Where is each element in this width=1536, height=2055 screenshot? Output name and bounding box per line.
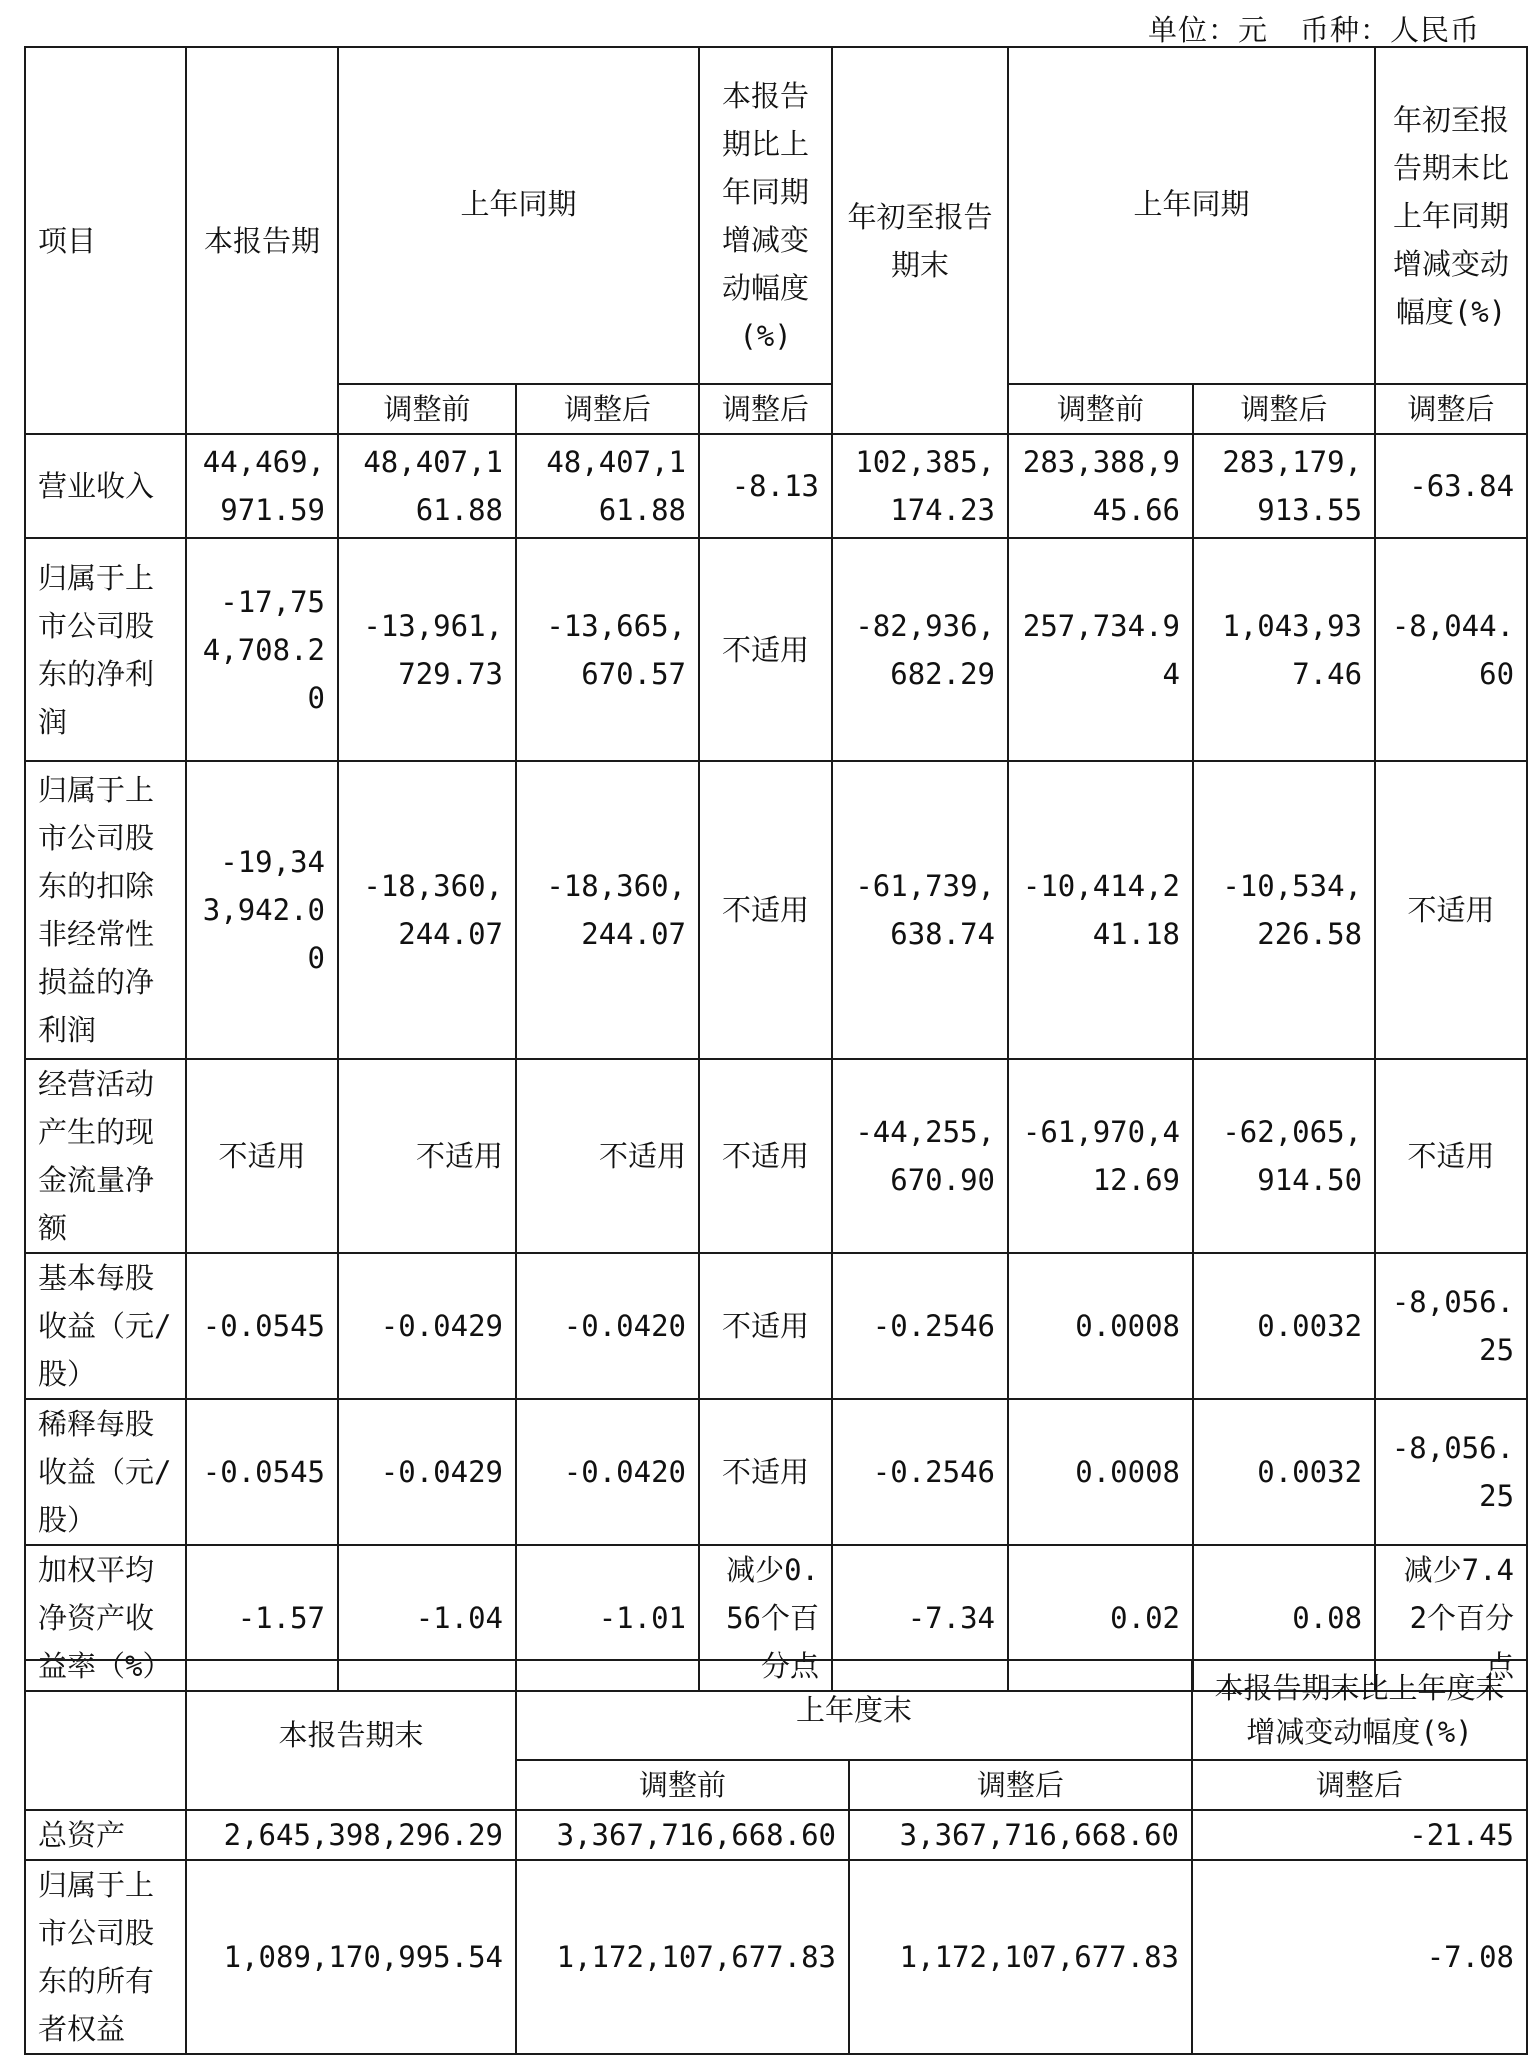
subheader-ytd-change-after-adj: 调整后 [1375,384,1527,434]
cell-ly-ytd-after: 1,043,937.46 [1193,538,1375,761]
cell-ytd: -0.2546 [832,1253,1008,1399]
table-row [25,1253,1527,1399]
cell-change: -21.45 [1192,1810,1527,1860]
financial-data-table [24,46,1528,1692]
cell-ly-before: -0.0429 [338,1399,516,1545]
cell-change: 减少0.56个百分点 [699,1545,832,1691]
bottom-subheader-after-adj: 调整后 [849,1760,1192,1810]
cell-ly-before: -1.04 [338,1545,516,1691]
unit-currency-line [1148,8,1480,49]
cell-period-end: 1,089,170,995.54 [186,1860,516,2054]
header-item: 项目 [25,47,186,434]
cell-current: -0.0545 [186,1253,338,1399]
cell-ytd: -0.2546 [832,1399,1008,1545]
row-label: 营业收入 [25,434,186,538]
cell-ly-ytd-before: 257,734.94 [1008,538,1193,761]
subheader-after-adj: 调整后 [516,384,699,434]
cell-ytd-change: -63.84 [1375,434,1527,538]
cell-ly-before: -13,961,729.73 [338,538,516,761]
cell-current: -0.0545 [186,1399,338,1545]
cell-ytd-change: 不适用 [1375,761,1527,1059]
subheader-change-after-adj: 调整后 [699,384,832,434]
cell-ytd: 102,385,174.23 [832,434,1008,538]
cell-ly-after: -1.01 [516,1545,699,1691]
currency-label: 币种：人民币 [1299,13,1480,47]
bottom-header-blank [25,1660,186,1810]
header-ytd: 年初至报告期末 [832,47,1008,434]
cell-ytd-change: 不适用 [1375,1059,1527,1253]
subheader-before-adj: 调整前 [338,384,516,434]
subheader-ytd-after-adj: 调整后 [1193,384,1375,434]
cell-ytd-change: -8,044.60 [1375,538,1527,761]
bottom-header-period-end: 本报告期末 [186,1660,516,1810]
row-label: 归属于上市公司股东的扣除非经常性损益的净利润 [25,761,186,1059]
unit-label: 单位：元 [1147,13,1268,47]
table-row [25,1059,1527,1253]
table-row [25,761,1527,1059]
table-row [25,1399,1527,1545]
cell-ly-after: -18,360,244.07 [516,761,699,1059]
cell-ytd-change: 减少7.42个百分点 [1375,1545,1527,1691]
cell-ly-ytd-before: 283,388,945.66 [1008,434,1193,538]
cell-current: 44,469,971.59 [186,434,338,538]
cell-ly-after: -0.0420 [516,1253,699,1399]
cell-change: 不适用 [699,1059,832,1253]
row-label: 加权平均净资产收益率（%） [25,1545,186,1691]
cell-ly-before: 1,172,107,677.83 [516,1860,849,2054]
row-label: 经营活动产生的现金流量净额 [25,1059,186,1253]
cell-ly-ytd-after: 283,179,913.55 [1193,434,1375,538]
cell-ytd: -82,936,682.29 [832,538,1008,761]
cell-current: -1.57 [186,1545,338,1691]
bottom-header-last-year-end: 上年度末 [516,1660,1192,1760]
cell-change: 不适用 [699,538,832,761]
header-change-pct: 本报告期比上年同期增减变动幅度(%) [699,47,832,384]
row-label: 归属于上市公司股东的所有者权益 [25,1860,186,2054]
header-same-period-last-year-2: 上年同期 [1008,47,1375,384]
cell-ly-before: 48,407,161.88 [338,434,516,538]
row-label: 稀释每股收益（元/股） [25,1399,186,1545]
cell-ly-ytd-after: 0.08 [1193,1545,1375,1691]
cell-change: 不适用 [699,1399,832,1545]
cell-ly-after: 1,172,107,677.83 [849,1860,1192,2054]
header-row [25,47,1527,384]
cell-ly-after: -13,665,670.57 [516,538,699,761]
cell-ly-ytd-before: -61,970,412.69 [1008,1059,1193,1253]
cell-ly-ytd-before: 0.0008 [1008,1253,1193,1399]
cell-ytd: -44,255,670.90 [832,1059,1008,1253]
cell-ly-before: -18,360,244.07 [338,761,516,1059]
header-ytd-change-pct: 年初至报告期末比上年同期增减变动幅度(%) [1375,47,1527,384]
bottom-header-change-pct: 本报告期末比上年度末增减变动幅度(%) [1192,1660,1527,1760]
cell-change: -8.13 [699,434,832,538]
cell-change: 不适用 [699,1253,832,1399]
table-row [25,434,1527,538]
cell-current: -19,343,942.00 [186,761,338,1059]
bottom-subheader-change-after-adj: 调整后 [1192,1760,1527,1810]
cell-ly-before: 不适用 [338,1059,516,1253]
cell-ly-before: 3,367,716,668.60 [516,1810,849,1860]
row-label: 总资产 [25,1810,186,1860]
cell-period-end: 2,645,398,296.29 [186,1810,516,1860]
cell-ly-after: 3,367,716,668.60 [849,1810,1192,1860]
bottom-subheader-before-adj: 调整前 [516,1760,849,1810]
cell-current: -17,754,708.20 [186,538,338,761]
cell-ly-after: 48,407,161.88 [516,434,699,538]
cell-ly-ytd-before: 0.02 [1008,1545,1193,1691]
cell-ytd-change: -8,056.25 [1375,1399,1527,1545]
header-same-period-last-year: 上年同期 [338,47,699,384]
bottom-header-row [25,1660,1527,1760]
row-label: 归属于上市公司股东的净利润 [25,538,186,761]
cell-ly-ytd-after: -62,065,914.50 [1193,1059,1375,1253]
row-label: 基本每股收益（元/股） [25,1253,186,1399]
cell-ytd-change: -8,056.25 [1375,1253,1527,1399]
cell-ly-after: -0.0420 [516,1399,699,1545]
cell-ly-ytd-before: 0.0008 [1008,1399,1193,1545]
table-row [25,1860,1527,2054]
cell-ly-ytd-after: 0.0032 [1193,1253,1375,1399]
table-row [25,1810,1527,1860]
cell-ytd: -61,739,638.74 [832,761,1008,1059]
cell-ly-before: -0.0429 [338,1253,516,1399]
subheader-ytd-before-adj: 调整前 [1008,384,1193,434]
cell-ly-ytd-after: -10,534,226.58 [1193,761,1375,1059]
cell-change: 不适用 [699,761,832,1059]
balance-sheet-table [24,1659,1528,2055]
cell-change: -7.08 [1192,1860,1527,2054]
table-row [25,538,1527,761]
cell-ytd: -7.34 [832,1545,1008,1691]
header-current-period: 本报告期 [186,47,338,434]
cell-ly-after: 不适用 [516,1059,699,1253]
cell-ly-ytd-after: 0.0032 [1193,1399,1375,1545]
cell-ly-ytd-before: -10,414,241.18 [1008,761,1193,1059]
cell-current: 不适用 [186,1059,338,1253]
